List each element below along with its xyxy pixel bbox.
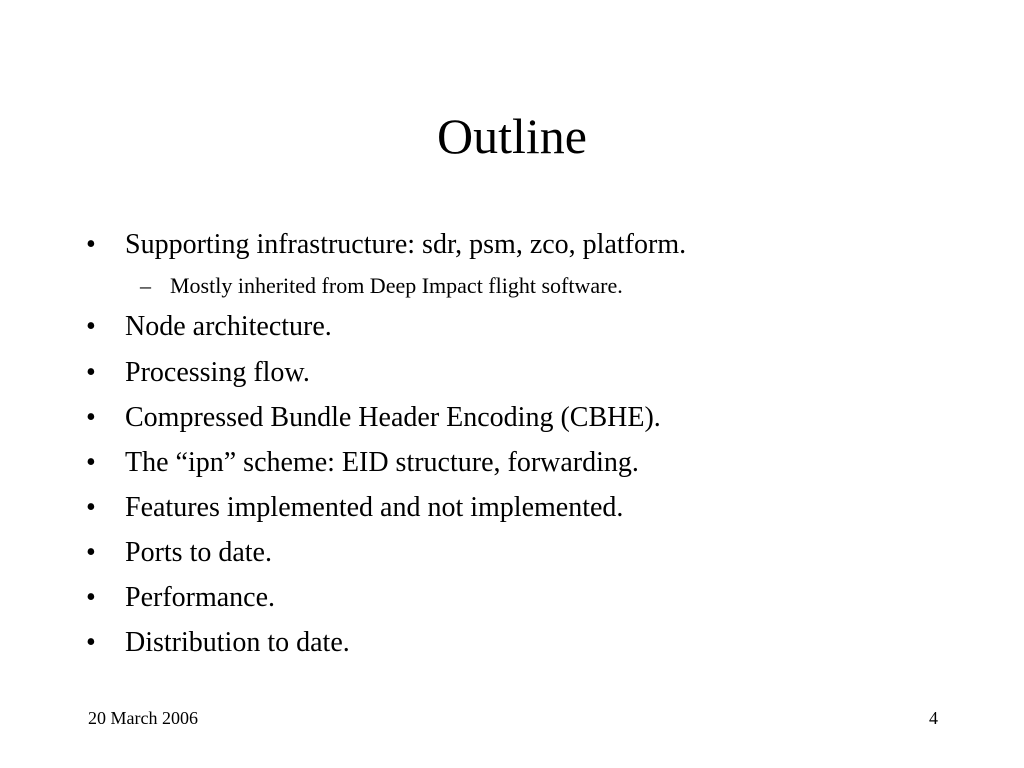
bullet-marker: • — [86, 447, 96, 478]
bullet-text: Node architecture. — [125, 311, 332, 342]
bullet-item — [0, 533, 1000, 573]
bullet-item — [0, 578, 1000, 618]
bullet-text: Distribution to date. — [125, 627, 350, 658]
bullet-marker: • — [86, 582, 96, 613]
bullet-item — [0, 398, 1000, 438]
bullet-item — [0, 353, 1000, 393]
bullet-marker: • — [86, 492, 96, 523]
bullet-item — [0, 623, 1000, 663]
bullet-marker: • — [86, 357, 96, 388]
bullet-text: Supporting infrastructure: sdr, psm, zco, platform. — [125, 229, 687, 260]
bullet-marker: • — [86, 311, 96, 342]
bullet-marker: • — [86, 537, 96, 568]
sub-bullet-marker: – — [140, 273, 151, 298]
footer-date: 20 March 2006 — [88, 708, 198, 728]
bullet-text: Compressed Bundle Header Encoding (CBHE). — [125, 402, 661, 433]
bullet-item — [0, 488, 1000, 528]
bullet-text: The “ipn” scheme: EID structure, forwarding. — [125, 447, 639, 478]
bullet-marker: • — [86, 402, 96, 433]
bullet-text: Ports to date. — [125, 537, 272, 568]
sub-bullet-item — [0, 270, 1000, 302]
bullet-marker: • — [86, 627, 96, 658]
sub-bullet-text: Mostly inherited from Deep Impact flight software. — [170, 273, 623, 298]
bullet-item — [0, 225, 1000, 265]
bullet-text: Performance. — [125, 582, 276, 613]
bullet-item — [0, 307, 1000, 347]
bullet-text: Processing flow. — [125, 357, 310, 388]
bullet-text: Features implemented and not implemented. — [125, 492, 624, 523]
slide-title: Outline — [437, 108, 587, 164]
bullet-marker: • — [86, 229, 96, 260]
page-number: 4 — [929, 708, 938, 728]
bullet-item — [0, 443, 1000, 483]
